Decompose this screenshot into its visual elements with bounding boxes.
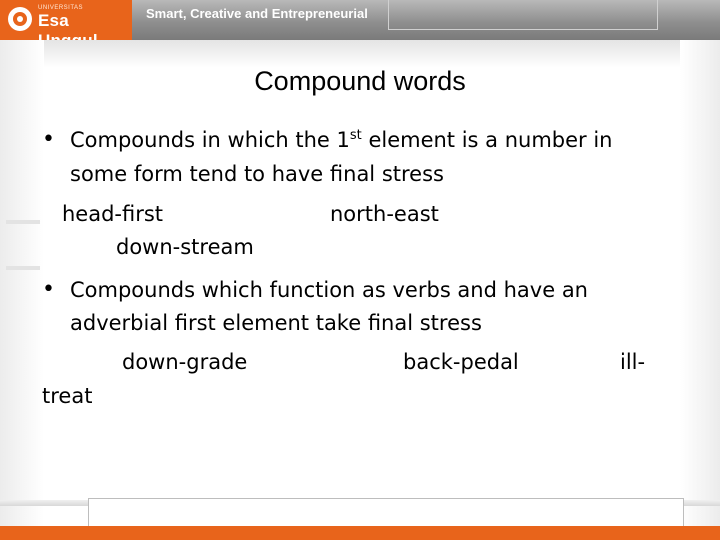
example-word: head-first <box>62 202 164 226</box>
slide-title: Compound words <box>254 66 466 96</box>
right-panel-decoration <box>680 40 720 540</box>
left-panel-decoration <box>0 40 44 540</box>
bullet-2-line-2: adverbial first element take final stress <box>70 311 482 335</box>
ordinal-superscript: st <box>349 128 362 143</box>
left-notch <box>6 220 40 224</box>
footer-decoration <box>88 498 684 526</box>
top-shade <box>0 40 720 68</box>
example-word: treat <box>42 384 93 408</box>
logo-subtext: UNIVERSITAS <box>38 5 84 11</box>
tagline: Smart, Creative and Entrepreneurial <box>146 6 368 21</box>
example-word: down-stream <box>116 235 254 259</box>
example-word: north-east <box>330 202 439 226</box>
example-word: back-pedal <box>403 350 519 374</box>
logo-text: Esa <box>38 11 69 30</box>
header-bar <box>0 0 720 40</box>
bullet-1-line-1 <box>70 128 612 152</box>
university-logo <box>0 0 132 40</box>
bullet-icon: • <box>42 277 55 302</box>
bullet-1-text-b: element is a number in <box>361 128 613 152</box>
bullet-icon: • <box>42 127 55 152</box>
bullet-2-line-1: Compounds which function as verbs and have an <box>70 278 588 302</box>
bullet-1-text-a: Compounds in which the 1 <box>70 128 350 152</box>
bullet-1-line-2: some form tend to have final stress <box>70 162 444 186</box>
left-notch <box>6 266 40 270</box>
header-decoration <box>388 0 658 30</box>
logo-emblem-icon <box>8 7 32 31</box>
footer-bar <box>0 526 720 540</box>
example-word: ill- <box>620 350 646 374</box>
example-word: down-grade <box>122 350 248 374</box>
